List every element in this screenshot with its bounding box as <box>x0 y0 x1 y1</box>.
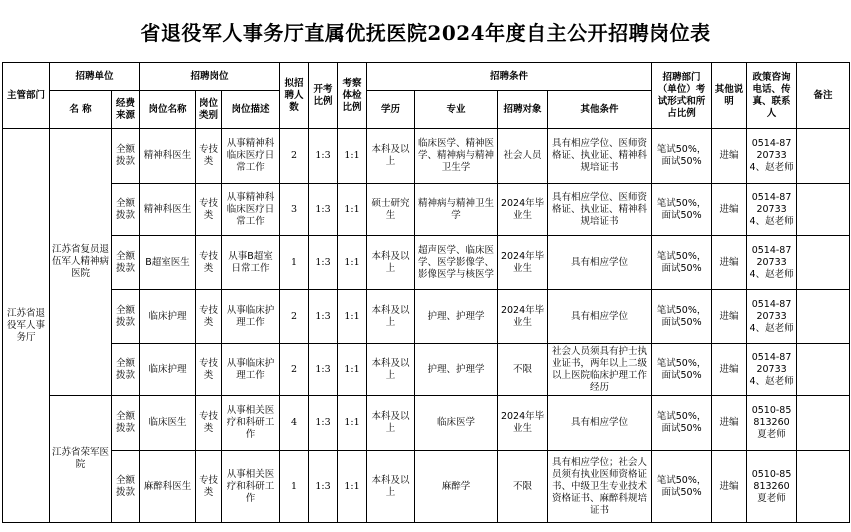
ratio-cell: 1:3 <box>309 344 338 396</box>
header-count: 拟招聘人数 <box>280 63 309 129</box>
ratio-cell: 1:3 <box>309 184 338 236</box>
check-cell: 1:1 <box>338 396 367 451</box>
funding-cell: 全额拨款 <box>112 184 140 236</box>
header-check: 考察体检比例 <box>338 63 367 129</box>
post-desc-cell: 从事精神科临床医疗日常工作 <box>222 184 280 236</box>
target-cell: 2024年毕业生 <box>498 236 548 290</box>
funding-cell: 全额拨款 <box>112 290 140 344</box>
post-desc-cell: 从事临床护理工作 <box>222 290 280 344</box>
other-cell: 具有相应学位；社会人员须有执业医师资格证书、中级卫生专业技术资格证书、麻醉科规培证书 <box>548 451 652 523</box>
count-cell: 1 <box>280 451 309 523</box>
header-unit-name: 名 称 <box>50 91 112 129</box>
edu-cell: 本科及以上 <box>367 396 415 451</box>
count-cell: 4 <box>280 396 309 451</box>
note-cell: 进编 <box>712 451 747 523</box>
header-funding: 经费来源 <box>112 91 140 129</box>
contact-cell: 0514-87207334、赵老师 <box>747 344 797 396</box>
ratio-cell: 1:3 <box>309 451 338 523</box>
ratio-cell: 1:3 <box>309 396 338 451</box>
post-desc-cell: 从事精神科临床医疗日常工作 <box>222 129 280 184</box>
post-type-cell: 专技类 <box>196 451 222 523</box>
post-name-cell: 临床医生 <box>140 396 196 451</box>
ratio-cell: 1:3 <box>309 290 338 344</box>
header-post-type: 岗位类别 <box>196 91 222 129</box>
method-cell: 笔试50%，面试50% <box>652 129 712 184</box>
check-cell: 1:1 <box>338 236 367 290</box>
method-cell: 笔试50%，面试50% <box>652 396 712 451</box>
ratio-cell: 1:3 <box>309 236 338 290</box>
note-cell: 进编 <box>712 396 747 451</box>
post-name-cell: 临床护理 <box>140 290 196 344</box>
header-note: 其他说明 <box>712 63 747 129</box>
post-name-cell: B超室医生 <box>140 236 196 290</box>
method-cell: 笔试50%，面试50% <box>652 184 712 236</box>
check-cell: 1:1 <box>338 290 367 344</box>
contact-cell: 0514-87207334、赵老师 <box>747 236 797 290</box>
target-cell: 不限 <box>498 344 548 396</box>
other-cell: 具有相应学位 <box>548 290 652 344</box>
contact-cell: 0514-87207334、赵老师 <box>747 290 797 344</box>
post-type-cell: 专技类 <box>196 290 222 344</box>
unit-cell: 江苏省荣军医院 <box>50 396 112 523</box>
major-cell: 麻醉学 <box>415 451 498 523</box>
header-post-name: 岗位名称 <box>140 91 196 129</box>
post-type-cell: 专技类 <box>196 129 222 184</box>
target-cell: 不限 <box>498 451 548 523</box>
funding-cell: 全额拨款 <box>112 451 140 523</box>
other-cell: 具有相应学位 <box>548 396 652 451</box>
note-cell: 进编 <box>712 236 747 290</box>
header-other: 其他条件 <box>548 91 652 129</box>
note-cell: 进编 <box>712 344 747 396</box>
method-cell: 笔试50%，面试50% <box>652 344 712 396</box>
edu-cell: 本科及以上 <box>367 344 415 396</box>
document-title: 省退役军人事务厅直属优抚医院2024年度自主公开招聘岗位表 <box>140 20 711 45</box>
post-name-cell: 精神科医生 <box>140 129 196 184</box>
header-dept: 主管部门 <box>3 63 50 129</box>
edu-cell: 本科及以上 <box>367 451 415 523</box>
post-type-cell: 专技类 <box>196 344 222 396</box>
remark-cell <box>797 396 850 451</box>
header-target: 招聘对象 <box>498 91 548 129</box>
target-cell: 2024年毕业生 <box>498 396 548 451</box>
header-row-1 <box>3 63 850 91</box>
major-cell: 临床医学、精神医学、精神病与精神卫生学 <box>415 129 498 184</box>
check-cell: 1:1 <box>338 184 367 236</box>
edu-cell: 本科及以上 <box>367 129 415 184</box>
note-cell: 进编 <box>712 290 747 344</box>
remark-cell <box>797 451 850 523</box>
funding-cell: 全额拨款 <box>112 129 140 184</box>
major-cell: 精神病与精神卫生学 <box>415 184 498 236</box>
header-ratio: 开考比例 <box>309 63 338 129</box>
post-name-cell: 临床护理 <box>140 344 196 396</box>
table-row <box>3 344 850 396</box>
note-cell: 进编 <box>712 129 747 184</box>
table-row <box>3 396 850 451</box>
header-post-group: 招聘岗位 <box>140 63 280 91</box>
table-row <box>3 184 850 236</box>
header-contact: 政策咨询电话、传真、联系人 <box>747 63 797 129</box>
dept-cell: 江苏省退役军人事务厅 <box>3 129 50 523</box>
recruitment-table <box>2 62 850 523</box>
edu-cell: 本科及以上 <box>367 290 415 344</box>
header-major: 专业 <box>415 91 498 129</box>
table-row <box>3 129 850 184</box>
count-cell: 3 <box>280 184 309 236</box>
post-type-cell: 专技类 <box>196 184 222 236</box>
edu-cell: 本科及以上 <box>367 236 415 290</box>
header-method: 招聘部门（单位）考试形式和所占比例 <box>652 63 712 129</box>
funding-cell: 全额拨款 <box>112 396 140 451</box>
post-name-cell: 精神科医生 <box>140 184 196 236</box>
post-desc-cell: 从事相关医疗和科研工作 <box>222 451 280 523</box>
table-row <box>3 451 850 523</box>
post-name-cell: 麻醉科医生 <box>140 451 196 523</box>
post-desc-cell: 从事相关医疗和科研工作 <box>222 396 280 451</box>
header-remark: 备注 <box>797 63 850 129</box>
table-row <box>3 290 850 344</box>
unit-cell: 江苏省复员退伍军人精神病医院 <box>50 129 112 396</box>
other-cell: 具有相应学位、医师资格证、执业证、精神科规培证书 <box>548 129 652 184</box>
method-cell: 笔试50%，面试50% <box>652 290 712 344</box>
major-cell: 护理、护理学 <box>415 344 498 396</box>
contact-cell: 0510-85813260夏老师 <box>747 451 797 523</box>
count-cell: 1 <box>280 236 309 290</box>
contact-cell: 0514-87207334、赵老师 <box>747 129 797 184</box>
target-cell: 社会人员 <box>498 129 548 184</box>
count-cell: 2 <box>280 129 309 184</box>
header-edu: 学历 <box>367 91 415 129</box>
target-cell: 2024年毕业生 <box>498 184 548 236</box>
count-cell: 2 <box>280 290 309 344</box>
funding-cell: 全额拨款 <box>112 236 140 290</box>
remark-cell <box>797 236 850 290</box>
contact-cell: 0510-85813260夏老师 <box>747 396 797 451</box>
ratio-cell: 1:3 <box>309 129 338 184</box>
check-cell: 1:1 <box>338 344 367 396</box>
note-cell: 进编 <box>712 184 747 236</box>
check-cell: 1:1 <box>338 451 367 523</box>
other-cell: 社会人员须具有护士执业证书，两年以上二级以上医院临床护理工作经历 <box>548 344 652 396</box>
post-type-cell: 专技类 <box>196 236 222 290</box>
table-row <box>3 236 850 290</box>
funding-cell: 全额拨款 <box>112 344 140 396</box>
remark-cell <box>797 290 850 344</box>
method-cell: 笔试50%，面试50% <box>652 236 712 290</box>
remark-cell <box>797 184 850 236</box>
other-cell: 具有相应学位、医师资格证、执业证、精神科规培证书 <box>548 184 652 236</box>
header-cond-group: 招聘条件 <box>367 63 652 91</box>
header-unit-group: 招聘单位 <box>50 63 140 91</box>
contact-cell: 0514-87207334、赵老师 <box>747 184 797 236</box>
major-cell: 临床医学 <box>415 396 498 451</box>
other-cell: 具有相应学位 <box>548 236 652 290</box>
target-cell: 2024年毕业生 <box>498 290 548 344</box>
post-desc-cell: 从事临床护理工作 <box>222 344 280 396</box>
check-cell: 1:1 <box>338 129 367 184</box>
post-desc-cell: 从事B超室日常工作 <box>222 236 280 290</box>
edu-cell: 硕士研究生 <box>367 184 415 236</box>
remark-cell <box>797 344 850 396</box>
major-cell: 护理、护理学 <box>415 290 498 344</box>
remark-cell <box>797 129 850 184</box>
post-type-cell: 专技类 <box>196 396 222 451</box>
count-cell: 2 <box>280 344 309 396</box>
method-cell: 笔试50%，面试50% <box>652 451 712 523</box>
major-cell: 超声医学、临床医学、医学影像学、影像医学与核医学 <box>415 236 498 290</box>
header-post-desc: 岗位描述 <box>222 91 280 129</box>
